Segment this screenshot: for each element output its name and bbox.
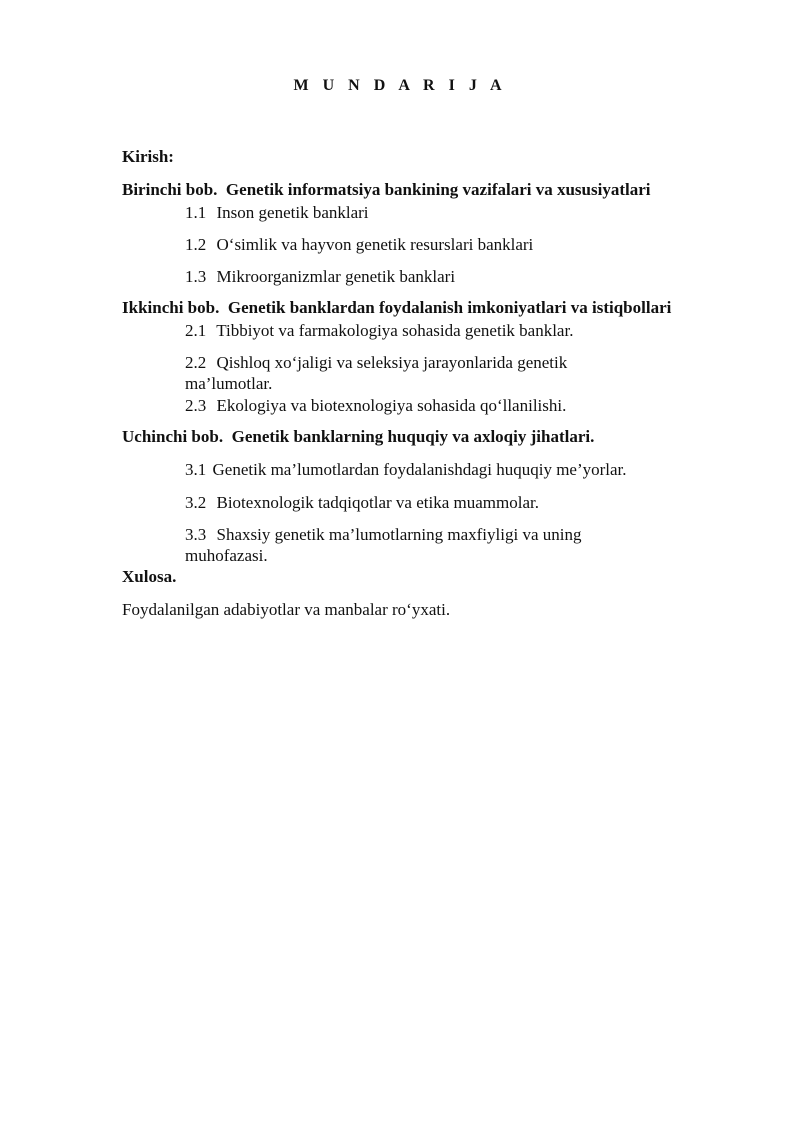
chapter-1-title: Genetik informatsiya bankining vazifalari va xususiyatlari (225, 180, 651, 199)
toc-item-text: Biotexnologik tadqiqotlar va etika muammolar. (216, 493, 539, 512)
toc-item-3-1 (185, 459, 655, 480)
chapter-2-title: Genetik banklardan foydalanish imkoniyatlari va istiqbollari (227, 298, 672, 317)
toc-item-text: Tibbiyot va farmakologiya sohasida genetik banklar. (216, 321, 574, 340)
toc-item-2-2 (185, 352, 655, 394)
toc-item-number: 2.2 (185, 353, 207, 372)
toc-item-text: Genetik ma’lumotlardan foydalanishdagi huquqiy me’yorlar. (212, 460, 627, 479)
toc-item-number: 2.1 (185, 321, 207, 340)
toc-item-number: 1.1 (185, 203, 207, 222)
toc-item-3-3 (185, 524, 655, 566)
toc-item-text: Ekologiya va biotexnologiya sohasida qo‘llanilishi. (216, 396, 567, 415)
chapter-3-title: Genetik banklarning huquqiy va axloqiy jihatlari. (231, 427, 595, 446)
toc-intro: Kirish: (122, 147, 174, 166)
toc-item-2-3 (185, 395, 655, 416)
toc-item-text: Shaxsiy genetik ma’lumotlarning maxfiyligi va uning muhofazasi. (185, 525, 582, 565)
toc-chapter-3 (122, 426, 682, 447)
toc-item-number: 1.2 (185, 235, 207, 254)
toc-chapter-2 (122, 297, 682, 318)
toc-item-number: 3.1 (185, 460, 207, 479)
toc-item-2-1 (185, 320, 655, 341)
toc-item-number: 3.3 (185, 525, 207, 544)
table-of-contents (122, 146, 682, 620)
chapter-3-label: Uchinchi bob. (122, 427, 224, 446)
toc-item-text: Mikroorganizmlar genetik banklari (216, 267, 456, 286)
toc-item-text: O‘simlik va hayvon genetik resurslari banklari (216, 235, 534, 254)
page-title: M U N D A R I J A (293, 77, 507, 94)
toc-chapter-1 (122, 179, 682, 200)
chapter-2-label: Ikkinchi bob. (122, 298, 220, 317)
toc-item-number: 2.3 (185, 396, 207, 415)
toc-item-3-2 (185, 492, 655, 513)
toc-item-1-3 (185, 266, 655, 287)
toc-item-1-2 (185, 234, 655, 255)
toc-item-text: Qishloq xo‘jaligi va seleksiya jarayonlarida genetik ma’lumotlar. (185, 353, 568, 393)
toc-conclusion: Xulosa. (122, 567, 177, 586)
toc-item-number: 3.2 (185, 493, 207, 512)
toc-item-number: 1.3 (185, 267, 207, 286)
toc-item-1-1 (185, 202, 655, 223)
toc-references: Foydalanilgan adabiyotlar va manbalar ro‘yxati. (122, 600, 451, 619)
toc-item-text: Inson genetik banklari (216, 203, 369, 222)
chapter-1-label: Birinchi bob. (122, 180, 218, 199)
